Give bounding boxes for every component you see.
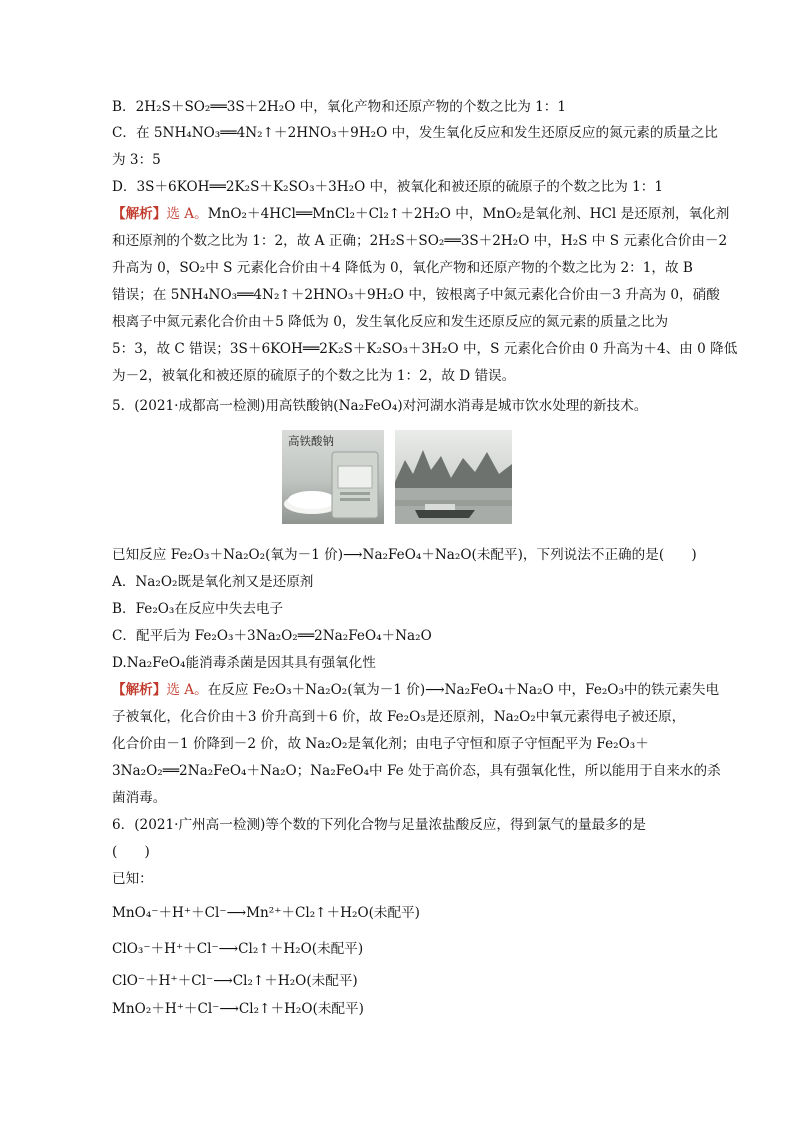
q5-figures — [282, 430, 512, 524]
product-photo-illustration — [282, 430, 384, 524]
q5-given: 已知反应 Fe₂O₃＋Na₂O₂(氧为－1 价)⟶Na₂FeO₄＋Na₂O(未配平)，下列说法不正确的是( ) — [112, 547, 697, 563]
q6-known-label: 已知： — [112, 871, 153, 887]
q5-analysis-line1 — [112, 681, 719, 699]
q5-stem: 5．(2021·成都高一检测)用高铁酸钠(Na₂FeO₄)对河湖水消毒是城市饮水处理的新技术。 — [112, 398, 648, 414]
q6-reaction-2: ClO₃⁻＋H⁺＋Cl⁻⟶Cl₂↑＋H₂O(未配平) — [112, 941, 364, 957]
q5-analysis-line4: 3Na₂O₂══2Na₂FeO₄＋Na₂O；Na₂FeO₄中 Fe 处于高价态，具有强氧化性，所以能用于自来水的杀 — [112, 763, 721, 779]
q6-reaction-1: MnO₄⁻＋H⁺＋Cl⁻⟶Mn²⁺＋Cl₂↑＋H₂O(未配平) — [112, 905, 420, 921]
q4-analysis-line4: 错误；在 5NH₄NO₃══4N₂↑＋2HNO₃＋9H₂O 中，铵根离子中氮元素化合价由－3 升高为 0，硝酸 — [112, 287, 720, 303]
q4-analysis-line3: 升高为 0，SO₂中 S 元素化合价由＋4 降低为 0，氧化产物和还原产物的个数之比为 2：1，故 B — [112, 260, 693, 276]
q4-analysis-line5: 根离子中氮元素化合价由＋5 降低为 0，发生氧化反应和发生还原反应的氮元素的质量之比为 — [112, 314, 669, 330]
analysis-text: MnO₂＋4HCl══MnCl₂＋Cl₂↑＋2H₂O 中，MnO₂是氧化剂、HCl 是还原剂，氧化剂 — [207, 206, 730, 222]
q5-option-a: A．Na₂O₂既是氧化剂又是还原剂 — [112, 574, 314, 590]
q5-option-c: C．配平后为 Fe₂O₃＋3Na₂O₂══2Na₂FeO₄＋Na₂O — [112, 628, 432, 644]
q4-analysis-line1 — [112, 205, 729, 223]
q4-analysis-line6: 5：3，故 C 错误；3S＋6KOH══2K₂S＋K₂SO₃＋3H₂O 中，S 元素化合价由 0 升高为＋4、由 0 降低 — [112, 341, 738, 357]
lake-photo-illustration — [395, 430, 512, 524]
q4-option-c-line1: C．在 5NH₄NO₃══4N₂↑＋2HNO₃＋9H₂O 中，发生氧化反应和发生还原反应的氮元素的质量之比 — [112, 125, 718, 141]
analysis-tag: 【解析】 — [112, 682, 167, 698]
q4-option-c-line2: 为 3：5 — [112, 152, 161, 168]
q4-option-d: D．3S＋6KOH══2K₂S＋K₂SO₃＋3H₂O 中，被氧化和被还原的硫原子的个数之比为 1：1 — [112, 179, 664, 195]
q4-option-b: B．2H₂S＋SO₂══3S＋2H₂O 中，氧化产物和还原产物的个数之比为 1：1 — [112, 99, 566, 115]
analysis-answer: 选 A。 — [166, 206, 208, 222]
q6-reaction-4: MnO₂＋H⁺＋Cl⁻⟶Cl₂↑＋H₂O(未配平) — [112, 1001, 364, 1017]
q6-stem-line2: ( ) — [112, 844, 150, 860]
figure-label: 高铁酸钠 — [288, 434, 334, 448]
q5-analysis-line5: 菌消毒。 — [112, 790, 167, 806]
q4-analysis-line2: 和还原剂的个数之比为 1：2，故 A 正确；2H₂S＋SO₂══3S＋2H₂O 中，H₂S 中 S 元素化合价由－2 — [112, 233, 728, 249]
q6-reaction-3: ClO⁻＋H⁺＋Cl⁻⟶Cl₂↑＋H₂O(未配平) — [112, 973, 358, 989]
q4-analysis-line7: 为－2，被氧化和被还原的硫原子的个数之比为 1：2，故 D 错误。 — [112, 368, 516, 384]
analysis-answer: 选 A。 — [166, 682, 208, 698]
lake-photo — [395, 430, 512, 524]
q5-option-b: B．Fe₂O₃在反应中失去电子 — [112, 601, 284, 617]
analysis-text: 在反应 Fe₂O₃＋Na₂O₂(氧为－1 价)⟶Na₂FeO₄＋Na₂O 中，Fe₂O₃中的铁元素失电 — [207, 682, 720, 698]
q5-analysis-line3: 化合价由－1 价降到－2 价，故 Na₂O₂是氧化剂；由电子守恒和原子守恒配平为 Fe₂O₃＋ — [112, 736, 649, 752]
q6-stem-line1: 6．(2021·广州高一检测)等个数的下列化合物与足量浓盐酸反应，得到氯气的量最多的是 — [112, 817, 646, 833]
q5-option-d: D.Na₂FeO₄能消毒杀菌是因其具有强氧化性 — [112, 655, 376, 671]
analysis-tag: 【解析】 — [112, 206, 167, 222]
q5-analysis-line2: 子被氧化，化合价由＋3 价升高到＋6 价，故 Fe₂O₃是还原剂，Na₂O₂中氧元素得电子被还原， — [112, 709, 686, 725]
sodium-ferrate-photo — [282, 430, 384, 524]
